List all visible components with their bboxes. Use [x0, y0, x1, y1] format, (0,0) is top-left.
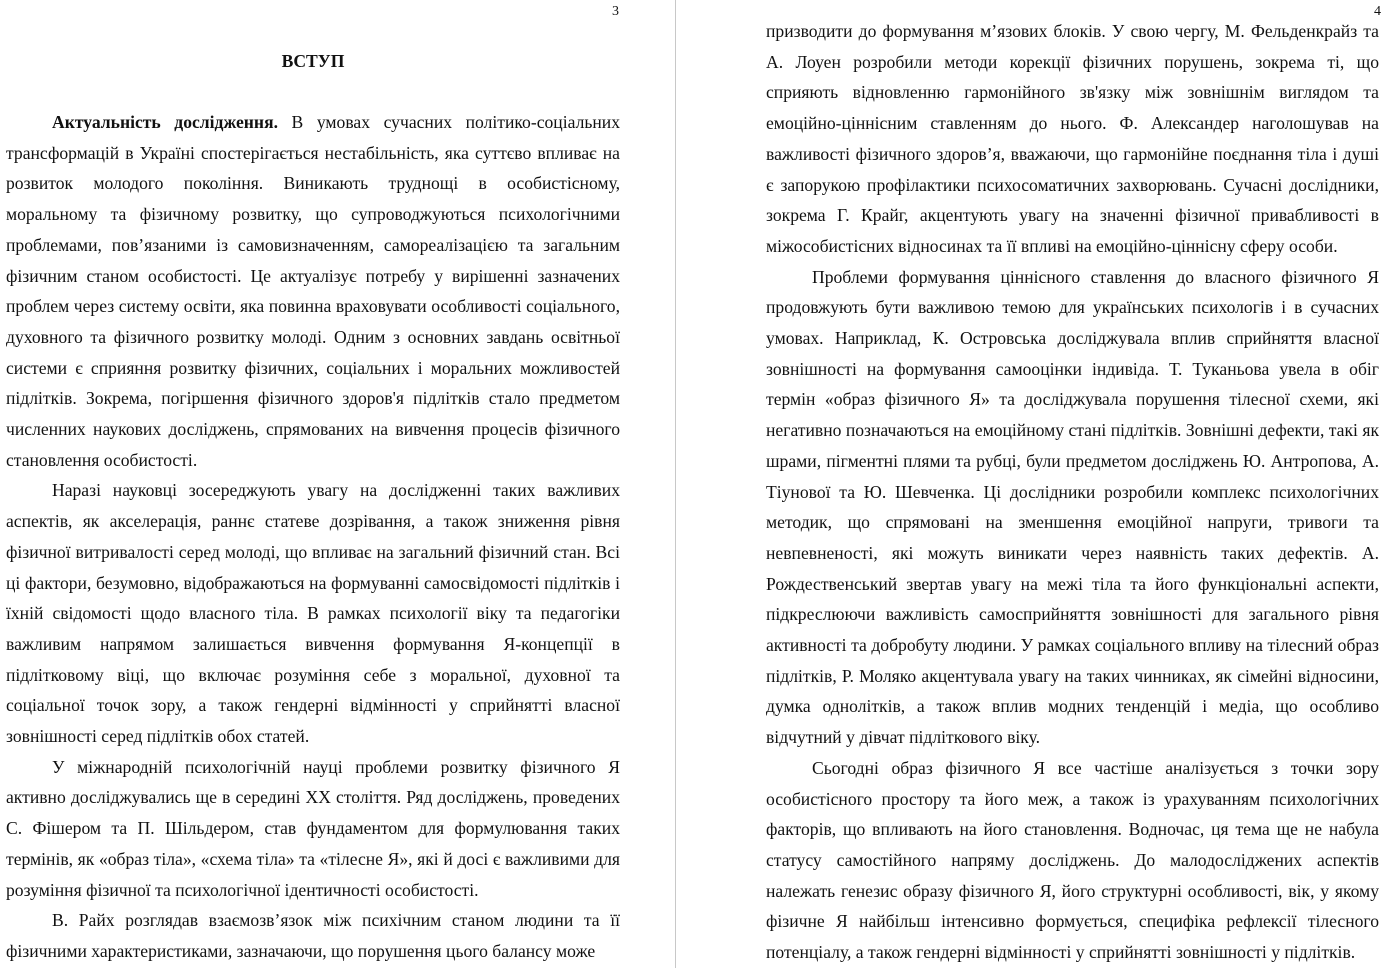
lead-phrase: Актуальність дослідження.	[52, 112, 278, 132]
paragraph-text: В умовах сучасних політико-соціальних трансформацій в Україні спостерігається нестабільність, яка суттєво впливає на розвиток молодого покоління. Виникають труднощі в особистісному, моральному та фізичному розвитку, що супроводжуються психологічними проблемами, пов’язаними із самовизначенням, самореалізацією та загальним фізичним станом особистості. Це актуалізує потребу у вирішенні зазначених проблем через систему освіти, яка повинна враховувати особливості соціального, духовного та фізичного розвитку молоді. Одним з основних завдань освітньої системи є сприяння розвитку фізичних, соціальних і моральних можливостей підлітків. Зокрема, погіршення фізичного здоров'я підлітків стало предметом численних наукових досліджень, спрямованих на вивчення процесів фізичного становлення особистості.	[6, 112, 620, 470]
paragraph-continued: призводити до формування м’язових блоків. У свою чергу, М. Фельденкрайз та А. Лоуен розробили методи корекції фізичних порушень, зокрема ті, що сприяють відновленню гармонійного зв'язку між зовнішнім виглядом та емоційно-ціннісним ставленням до нього. Ф. Александер наголошував на важливості фізичного здоров’я, вважаючи, що гармонійне поєднання тіла і душі є запорукою профілактики психосоматичних захворювань. Сучасні дослідники, зокрема Г. Крайг, акцентують увагу на значенні фізичної привабливості в міжособистісних відносинах та її впливі на емоційно-ціннісну сферу особи.	[766, 21, 1379, 256]
page-divider	[675, 0, 676, 968]
page-3	[0, 0, 675, 968]
text-column	[766, 16, 1379, 968]
page-number: 3	[612, 4, 619, 19]
page-4	[677, 0, 1393, 968]
page-number: 4	[1374, 4, 1381, 19]
paragraph: У міжнародній психологічній науці проблеми розвитку фізичного Я активно досліджувались ще в середині XX століття. Ряд досліджень, проведених С. Фішером та П. Шільдером, став фундаментом для формулювання таких термінів, як «образ тіла», «схема тіла» та «тілесне Я», які й досі є важливими для розуміння фізичної та психологічної ідентичності особистості.	[6, 756, 620, 900]
text-column	[6, 107, 620, 967]
paragraph	[6, 107, 620, 475]
paragraph: Проблеми формування ціннісного ставлення до власного фізичного Я продовжують бути важливою темою для українських психологів і в сучасних умовах. Наприклад, К. Островська досліджувала вплив сприйняття власної зовнішності на формування самооцінки індивіда. Т. Туканьова увела в обіг термін «образ фізичного Я» та досліджувала порушення тілесної схеми, які негативно позначаються на емоційному стані підлітків. Зовнішні дефекти, такі як шрами, пігментні плями та рубці, були предметом досліджень Ю. Антропова, А. Тіунової та Ю. Шевченка. Ці дослідники розробили комплекс психологічних методик, що спрямовані на зменшення емоційної напруги, тривоги та невпевненості, які можуть виникати через наявність таких дефектів. А. Рождественський звертав увагу на межі тіла та його функціональні аспекти, підкреслюючи важливість самосприйняття зовнішності для загального рівня активності та добробуту людини. У рамках соціального впливу на тілесний образ підлітків, Р. Моляко акцентувала увагу на таких чинниках, як сімейні відносини, думка однолітків, а також вплив модних тенденцій і медіа, що особливо відчутний у дівчат підліткового віку.	[766, 266, 1379, 748]
paragraph: Сьогодні образ фізичного Я все частіше аналізується з точки зору особистісного простору та його меж, а також із урахуванням психологічних факторів, що впливають на його становлення. Водночас, ця тема ще не набула статусу самостійного напряму досліджень. До малодосліджених аспектів належать генезис образу фізичного Я, його структурні особливості, вік, у якому фізичне Я найбільш інтенсивно формується, специфіка рефлексії тілесного потенціалу, а також гендерні відмінності у сприйнятті зовнішності у підлітків.	[766, 757, 1379, 963]
paragraph: Наразі науковці зосереджують увагу на дослідженні таких важливих аспектів, як акселерація, раннє статеве дозрівання, а також зниження рівня фізичної витривалості серед молоді, що впливає на загальний фізичний стан. Всі ці фактори, безумовно, відображаються на формуванні самосвідомості підлітків і їхній свідомості щодо власного тіла. В рамках психології віку та педагогіки важливим напрямом залишається вивчення формування Я-концепції в підлітковому віці, що включає розуміння себе з моральної, духовної та соціальної точок зору, а також гендерні відмінності у сприйнятті власної зовнішності серед підлітків обох статей.	[6, 480, 620, 747]
paragraph: В. Райх розглядав взаємозв’язок між психічним станом людини та її фізичними характеристиками, зазначаючи, що порушення цього балансу може	[6, 910, 620, 961]
section-heading: ВСТУП	[281, 51, 345, 71]
